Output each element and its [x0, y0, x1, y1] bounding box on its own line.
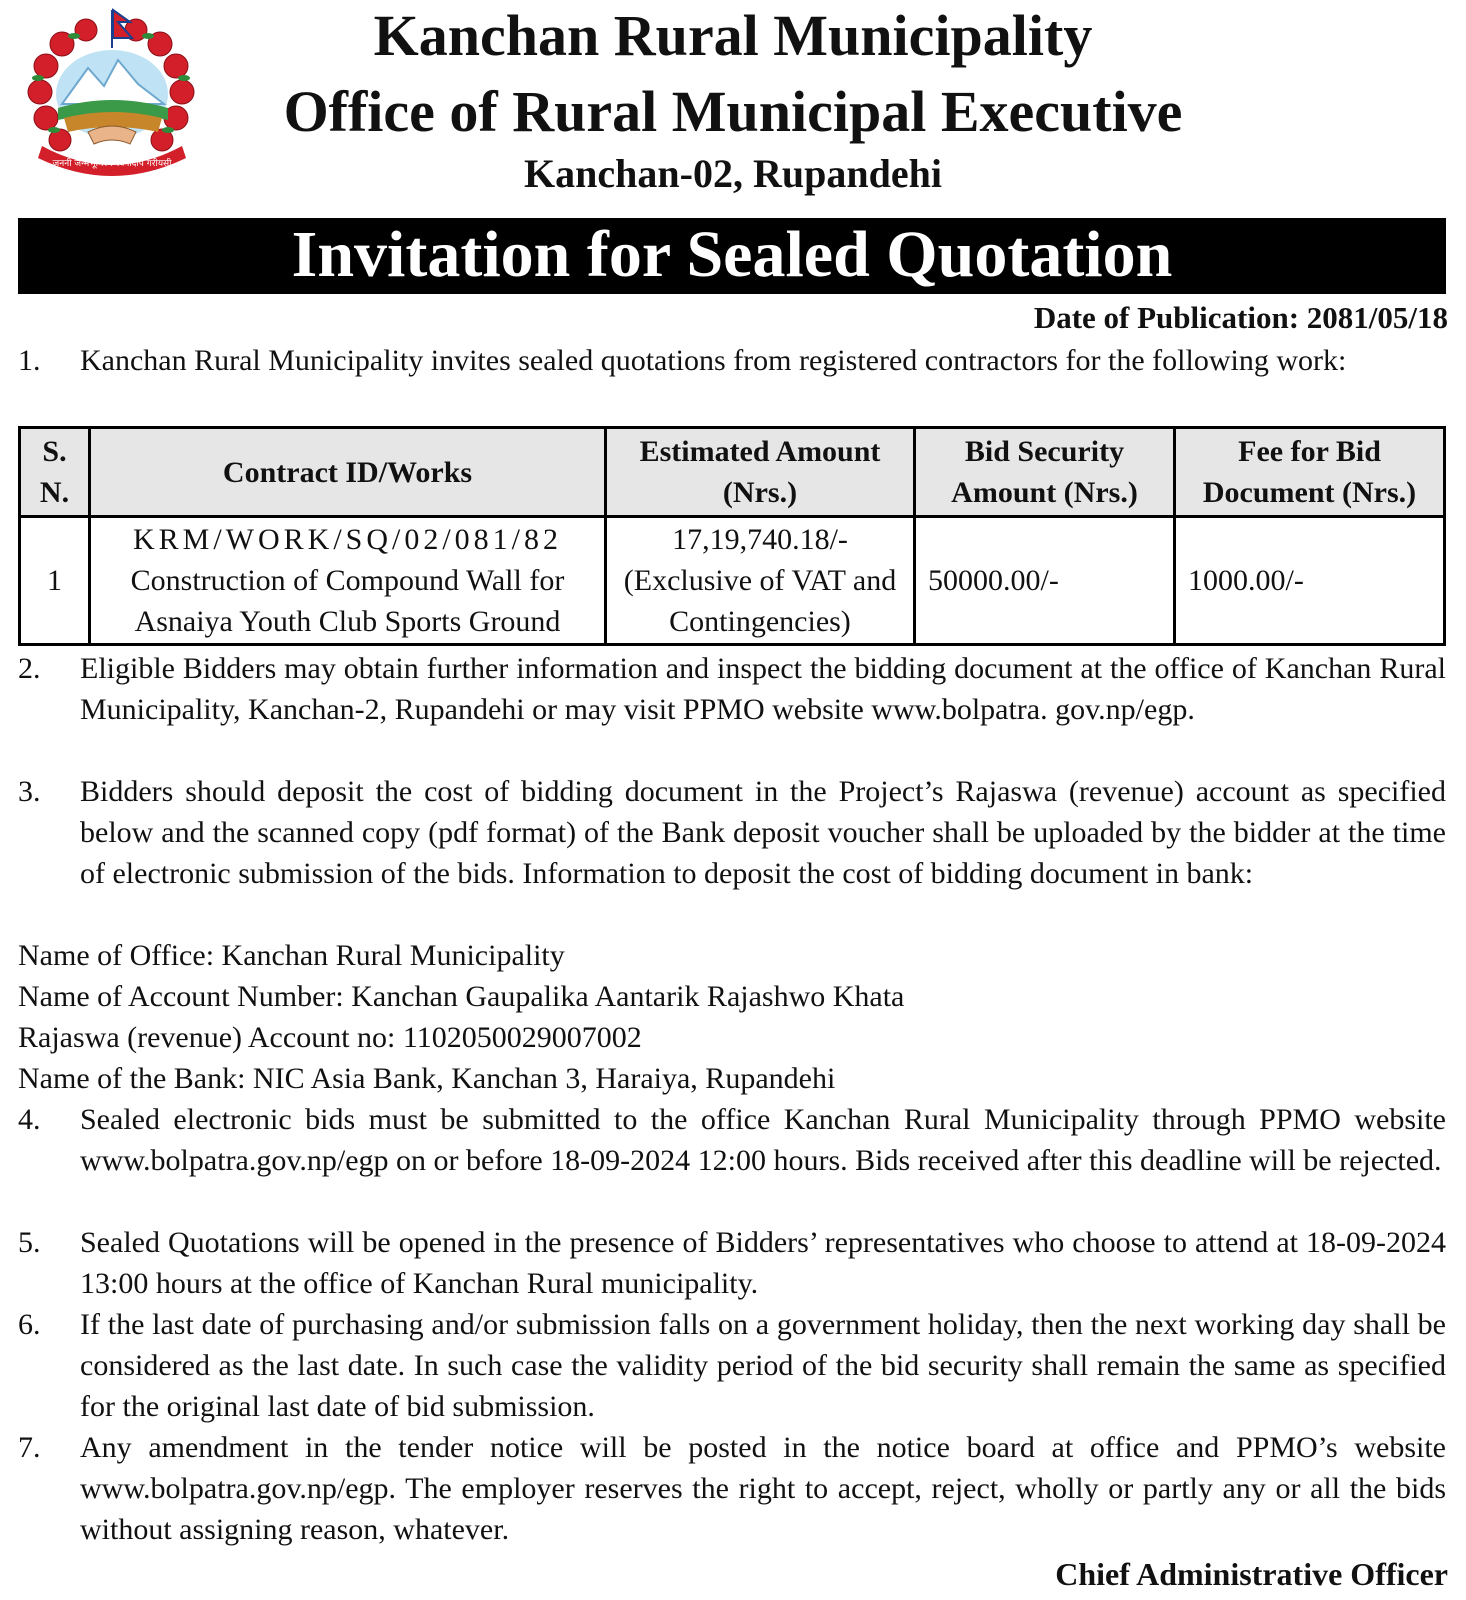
- office-subtitle: Office of Rural Municipal Executive: [283, 79, 1183, 144]
- bank-account-name: Name of Account Number: Kanchan Gaupalika Aantarik Rajashwo Khata: [18, 980, 905, 1013]
- cell-works: [90, 517, 606, 645]
- contract-id: KRM/WORK/SQ/02/081/82: [132, 523, 563, 556]
- item-number: 2.: [18, 652, 41, 685]
- item-number: 5.: [18, 1226, 41, 1259]
- item-text: Kanchan Rural Municipality invites sealed quotations from registered contractors for the following work:: [80, 344, 1347, 377]
- table-header-row: [20, 428, 1445, 517]
- header-estimated: Estimated Amount (Nrs.): [606, 428, 915, 517]
- item-number: 6.: [18, 1308, 41, 1341]
- page-title: Kanchan Rural Municipality: [373, 3, 1093, 68]
- publication-date: Date of Publication: 2081/05/18: [1033, 300, 1448, 335]
- estimated-note: (Exclusive of VAT and Contingencies): [623, 564, 897, 638]
- item-text: Any amendment in the tender notice will be posted in the notice board at office and PPMO’s website www.bolpatra.gov.np/egp. The employer reserves the right to accept, reject, wholly or partly any or all the bids without assigning reason, whatever.: [80, 1431, 1446, 1546]
- signatory-title: Chief Administrative Officer: [1055, 1556, 1448, 1592]
- bank-office-name: Name of Office: Kanchan Rural Municipality: [18, 939, 565, 972]
- notice-banner: Invitation for Sealed Quotation: [18, 218, 1446, 294]
- item-number: 7.: [18, 1431, 41, 1464]
- cell-fee: 1000.00/-: [1175, 517, 1445, 645]
- item-number: 4.: [18, 1103, 41, 1136]
- bank-account-number: Rajaswa (revenue) Account no: 1102050029007002: [18, 1021, 642, 1054]
- list-item-3: [18, 771, 1446, 894]
- list-item-4: [18, 1099, 1446, 1181]
- item-number: 1.: [18, 344, 41, 377]
- list-item-7: [18, 1427, 1446, 1550]
- list-item-6: [18, 1304, 1446, 1427]
- header-sn: S. N.: [20, 428, 90, 517]
- header-works: Contract ID/Works: [90, 428, 606, 517]
- cell-bid-security: 50000.00/-: [915, 517, 1175, 645]
- header-fee: Fee for Bid Document (Nrs.): [1175, 428, 1445, 517]
- item-text: Sealed Quotations will be opened in the presence of Bidders’ representatives who choose to attend at 18-09-2024 13:00 hours at the office of Kanchan Rural municipality.: [80, 1226, 1446, 1300]
- cell-sn: 1: [20, 517, 90, 645]
- estimated-amount: 17,19,740.18/-: [672, 523, 848, 556]
- item-text: If the last date of purchasing and/or submission falls on a government holiday, then the next working day shall be considered as the last date. In such case the validity period of the bid security shall remain the same as specified for the original last date of bid submission.: [80, 1308, 1446, 1423]
- item-number: 3.: [18, 775, 41, 808]
- cell-estimated: [606, 517, 915, 645]
- table-row: [20, 517, 1445, 645]
- list-item-5: [18, 1222, 1446, 1304]
- item-text: Bidders should deposit the cost of bidding document in the Project’s Rajaswa (revenue) account as specified below and the scanned copy (pdf format) of the Bank deposit voucher shall be uploaded by the bidder at the time of electronic submission of the bids. Information to deposit the cost of bidding document in bank:: [80, 775, 1446, 890]
- emblem-motto: जननी जन्मभूमिश्च स्वर्गादपि गरीयसी: [52, 159, 172, 169]
- bank-name: Name of the Bank: NIC Asia Bank, Kanchan 3, Haraiya, Rupandehi: [18, 1062, 836, 1095]
- works-table: [18, 426, 1446, 646]
- header-bid-security: Bid Security Amount (Nrs.): [915, 428, 1175, 517]
- item-text: Eligible Bidders may obtain further information and inspect the bidding document at the office of Kanchan Rural Municipality, Kanchan-2, Rupandehi or may visit PPMO website www.bolpatra. gov.np/egp.: [80, 652, 1446, 726]
- office-address: Kanchan-02, Rupandehi: [524, 151, 942, 196]
- item-text: Sealed electronic bids must be submitted to the office Kanchan Rural Municipality through PPMO website www.bolpatra.gov.np/egp on or before 18-09-2024 12:00 hours. Bids received after this deadline will be rejected.: [80, 1103, 1446, 1177]
- list-item-1: [18, 340, 1446, 381]
- work-description: Construction of Compound Wall for Asnaiya Youth Club Sports Ground: [130, 564, 565, 638]
- list-item-2: [18, 648, 1446, 730]
